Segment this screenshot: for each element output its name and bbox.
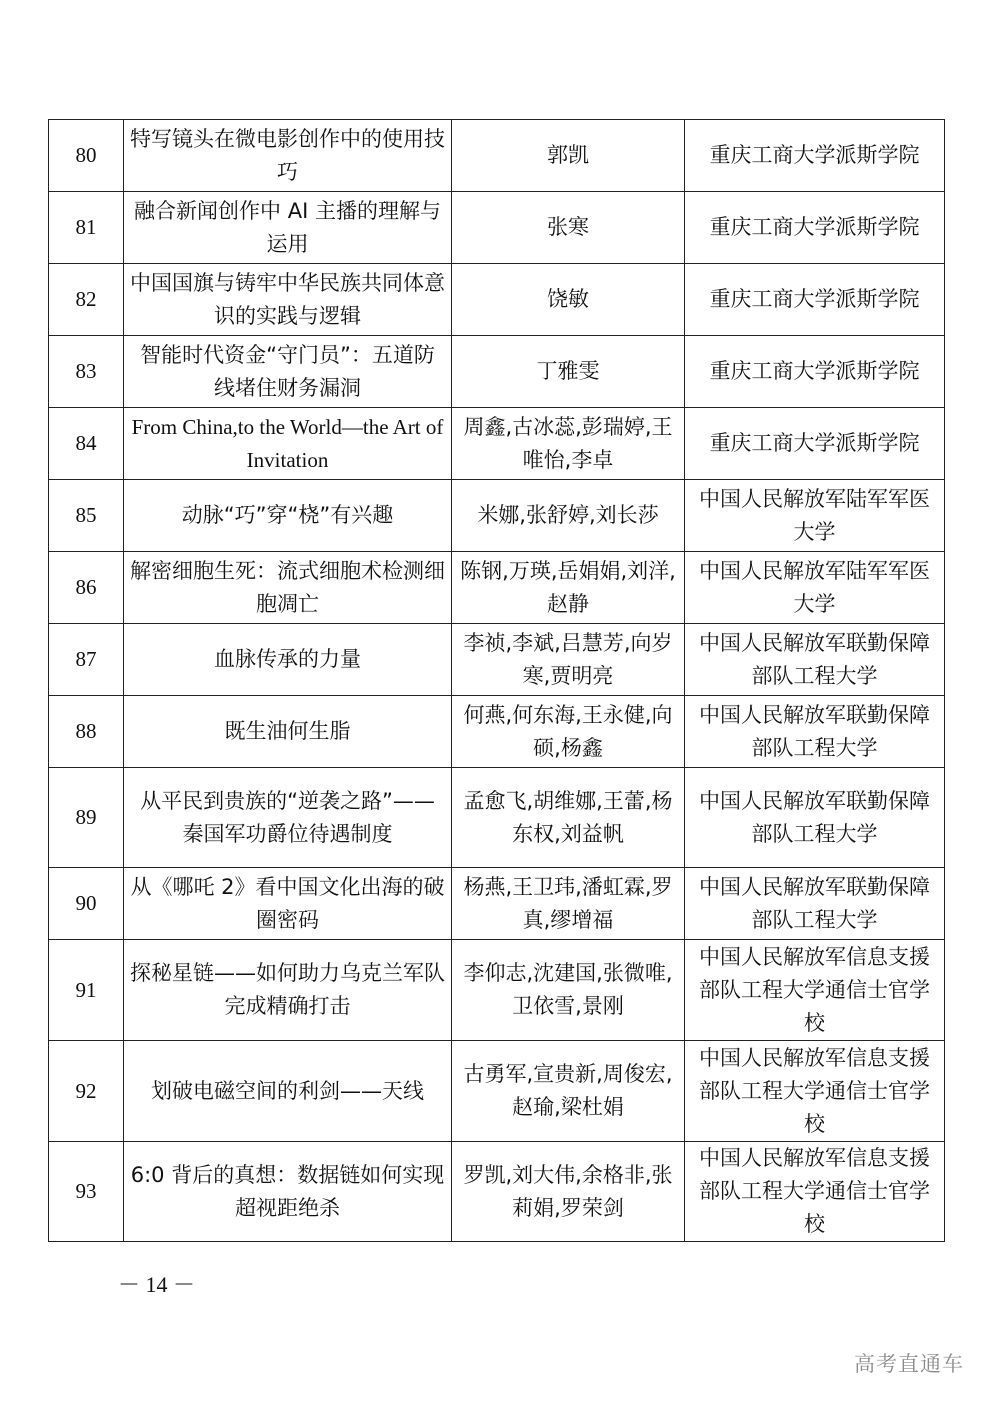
- row-number: 89: [49, 768, 124, 868]
- work-title: 中国国旗与铸牢中华民族共同体意识的实践与逻辑: [124, 264, 452, 336]
- table-row: [49, 336, 945, 408]
- work-title: 从《哪吒 2》看中国文化出海的破圈密码: [124, 868, 452, 940]
- work-title: 划破电磁空间的利剑——天线: [124, 1041, 452, 1142]
- row-number: 91: [49, 940, 124, 1041]
- school: 重庆工商大学派斯学院: [685, 408, 945, 480]
- work-title: 智能时代资金“守门员”：五道防线堵住财务漏洞: [124, 336, 452, 408]
- school: 中国人民解放军联勤保障部队工程大学: [685, 868, 945, 940]
- authors: 张寒: [452, 192, 685, 264]
- authors: 米娜,张舒婷,刘长莎: [452, 480, 685, 552]
- table-row: [49, 868, 945, 940]
- table-row: [49, 408, 945, 480]
- row-number: 87: [49, 624, 124, 696]
- row-number: 84: [49, 408, 124, 480]
- school: 重庆工商大学派斯学院: [685, 264, 945, 336]
- work-title: 解密细胞生死：流式细胞术检测细胞凋亡: [124, 552, 452, 624]
- work-title: 探秘星链——如何助力乌克兰军队完成精确打击: [124, 940, 452, 1041]
- school: 重庆工商大学派斯学院: [685, 192, 945, 264]
- row-number: 86: [49, 552, 124, 624]
- table-row: [49, 264, 945, 336]
- watermark-text: 高考直通车: [854, 1352, 964, 1376]
- school: 重庆工商大学派斯学院: [685, 120, 945, 192]
- table-row: [49, 1142, 945, 1242]
- school: 中国人民解放军陆军军医大学: [685, 480, 945, 552]
- school: 中国人民解放军联勤保障部队工程大学: [685, 768, 945, 868]
- work-title: 特写镜头在微电影创作中的使用技巧: [124, 120, 452, 192]
- work-title: 从平民到贵族的“逆袭之路”——秦国军功爵位待遇制度: [124, 768, 452, 868]
- row-number: 93: [49, 1142, 124, 1242]
- authors: 周鑫,古冰蕊,彭瑞婷,王唯怡,李卓: [452, 408, 685, 480]
- table-row: [49, 940, 945, 1041]
- table-row: [49, 192, 945, 264]
- school: 重庆工商大学派斯学院: [685, 336, 945, 408]
- row-number: 80: [49, 120, 124, 192]
- row-number: 82: [49, 264, 124, 336]
- row-number: 81: [49, 192, 124, 264]
- authors: 古勇军,宣贵新,周俊宏,赵瑜,梁杜娟: [452, 1041, 685, 1142]
- table-row: [49, 624, 945, 696]
- authors: 郭凯: [452, 120, 685, 192]
- school: 中国人民解放军信息支援部队工程大学通信士官学校: [685, 940, 945, 1041]
- table-row: [49, 1041, 945, 1142]
- authors: 丁雅雯: [452, 336, 685, 408]
- table-row: [49, 552, 945, 624]
- work-title: 动脉“巧”穿“桡”有兴趣: [124, 480, 452, 552]
- school: 中国人民解放军信息支援部队工程大学通信士官学校: [685, 1142, 945, 1242]
- school: 中国人民解放军联勤保障部队工程大学: [685, 624, 945, 696]
- work-title: 血脉传承的力量: [124, 624, 452, 696]
- row-number: 92: [49, 1041, 124, 1142]
- authors: 陈钢,万瑛,岳娟娟,刘洋,赵静: [452, 552, 685, 624]
- work-title: 既生油何生脂: [124, 696, 452, 768]
- authors: 孟愈飞,胡维娜,王蕾,杨东权,刘益帆: [452, 768, 685, 868]
- row-number: 88: [49, 696, 124, 768]
- table-row: [49, 120, 945, 192]
- authors: 李祯,李斌,吕慧芳,向岁寒,贾明亮: [452, 624, 685, 696]
- page-number: － 14 －: [118, 1272, 196, 1297]
- work-title: 6:0 背后的真想：数据链如何实现超视距绝杀: [124, 1142, 452, 1242]
- table-row: [49, 768, 945, 868]
- table-row: [49, 696, 945, 768]
- award-list-table: [48, 119, 945, 1242]
- row-number: 83: [49, 336, 124, 408]
- authors: 饶敏: [452, 264, 685, 336]
- school: 中国人民解放军联勤保障部队工程大学: [685, 696, 945, 768]
- school: 中国人民解放军陆军军医大学: [685, 552, 945, 624]
- authors: 杨燕,王卫玮,潘虹霖,罗真,缪增福: [452, 868, 685, 940]
- school: 中国人民解放军信息支援部队工程大学通信士官学校: [685, 1041, 945, 1142]
- table-row: [49, 480, 945, 552]
- row-number: 90: [49, 868, 124, 940]
- row-number: 85: [49, 480, 124, 552]
- authors: 罗凯,刘大伟,余格非,张莉娟,罗荣剑: [452, 1142, 685, 1242]
- authors: 李仰志,沈建国,张微唯,卫依雪,景刚: [452, 940, 685, 1041]
- work-title: 融合新闻创作中 AI 主播的理解与运用: [124, 192, 452, 264]
- authors: 何燕,何东海,王永健,向硕,杨鑫: [452, 696, 685, 768]
- work-title: From China,to the World—the Art of Invitation: [124, 408, 452, 480]
